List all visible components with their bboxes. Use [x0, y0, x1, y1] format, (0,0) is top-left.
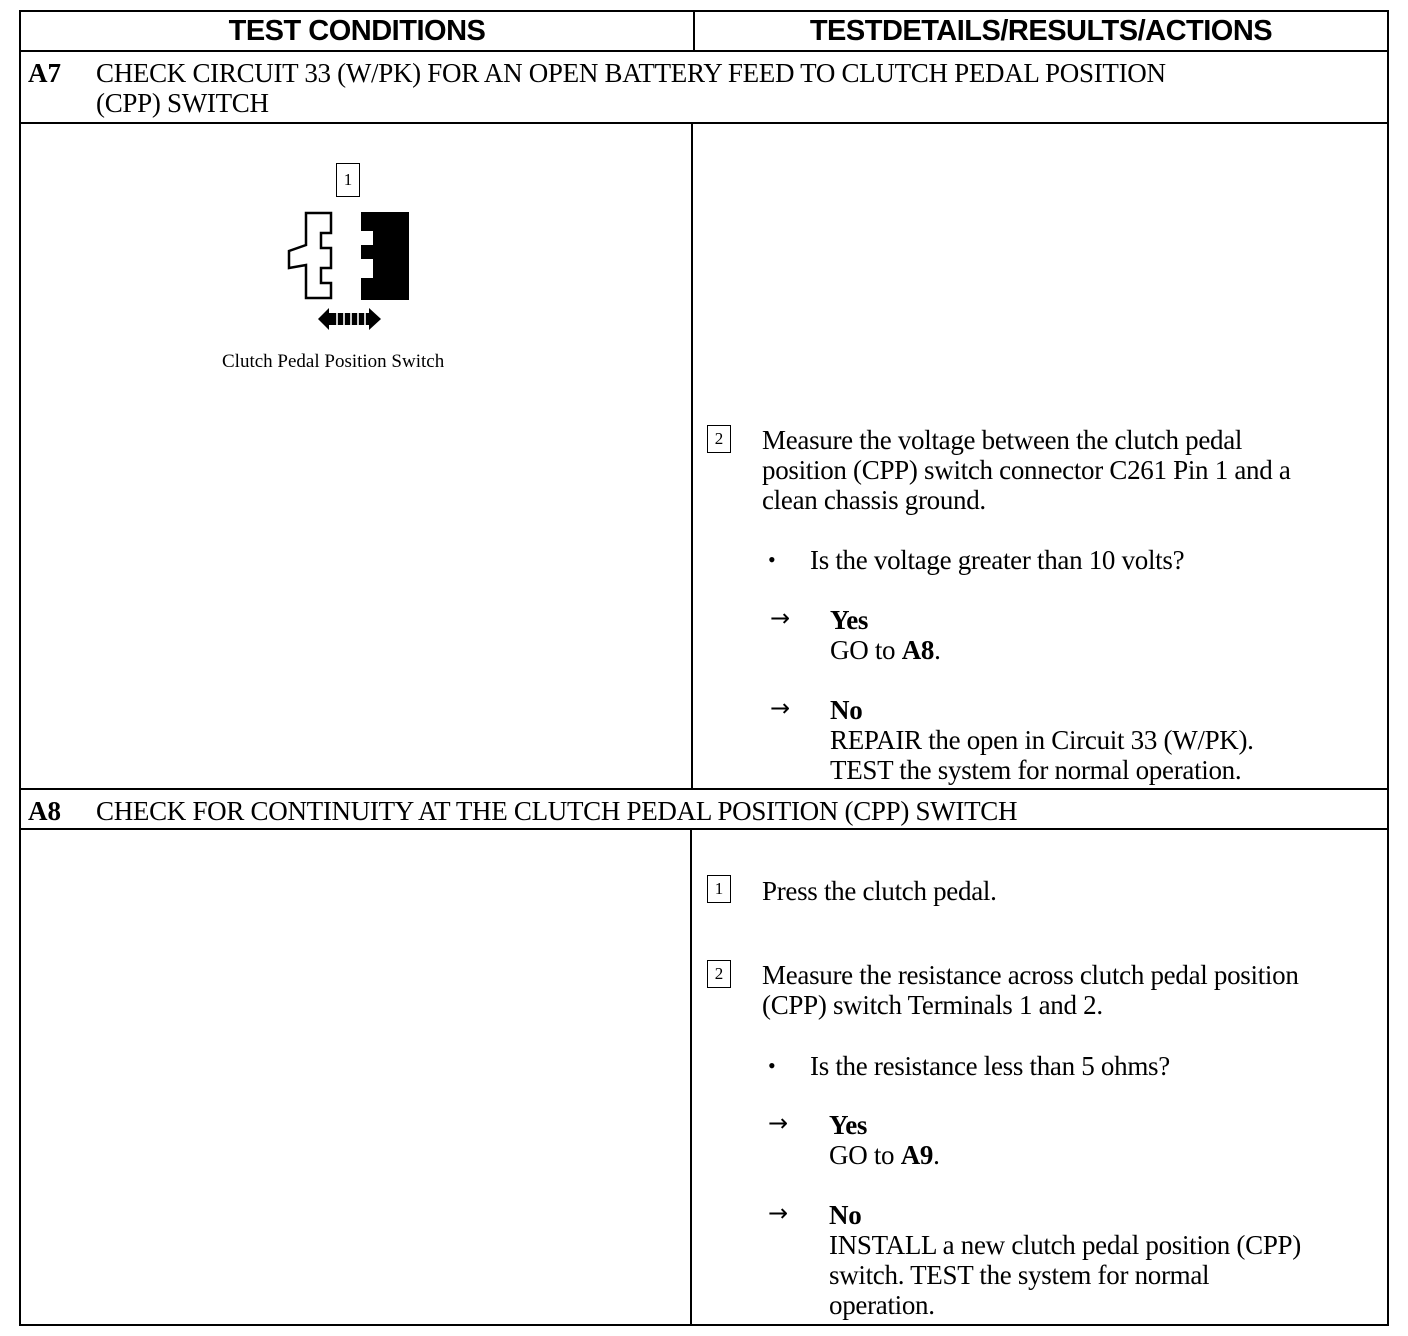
a7-yes-action-ref: A8	[901, 635, 935, 665]
a8-yes-action-suffix: .	[933, 1140, 940, 1170]
a7-yes-action-suffix: .	[934, 635, 941, 665]
a8-step1-text: Press the clutch pedal.	[762, 876, 997, 906]
a7-question: Is the voltage greater than 10 volts?	[810, 545, 1185, 575]
a7-step-title-line1: CHECK CIRCUIT 33 (W/PK) FOR AN OPEN BATTERY FEED TO CLUTCH PEDAL POSITION	[96, 58, 1166, 88]
a8-step2-line1: Measure the resistance across clutch pedal position	[762, 960, 1299, 990]
a7-no-arrow-icon: →	[770, 694, 791, 722]
a7-step-title-line2: (CPP) SWITCH	[96, 88, 269, 118]
connector-disconnect-icon	[283, 205, 413, 335]
a8-no-action-line3: operation.	[829, 1290, 935, 1320]
a7-title-bottom-rule	[19, 122, 1389, 124]
double-arrow-icon	[318, 308, 381, 330]
column-header-test-conditions: TEST CONDITIONS	[228, 15, 486, 47]
a8-yes-action-ref: A9	[900, 1140, 934, 1170]
a8-yes-action	[829, 1140, 940, 1170]
a7-column-divider	[691, 122, 693, 789]
a8-step2-marker: 2	[707, 960, 731, 988]
a7-step-id: A7	[28, 58, 61, 88]
a7-step2-marker: 2	[707, 425, 731, 453]
column-header-test-details: TESTDETAILS/RESULTS/ACTIONS	[809, 15, 1273, 47]
a8-yes-action-prefix: GO to	[829, 1140, 901, 1170]
a7-no-action-line1: REPAIR the open in Circuit 33 (W/PK).	[830, 725, 1254, 755]
a8-no-action-line2: switch. TEST the system for normal	[829, 1260, 1210, 1290]
a8-step2-line2: (CPP) switch Terminals 1 and 2.	[762, 990, 1103, 1020]
a8-question-bullet: •	[768, 1053, 776, 1078]
a7-no-label: No	[830, 695, 863, 725]
a8-no-label: No	[829, 1200, 862, 1230]
a7-yes-action-prefix: GO to	[830, 635, 902, 665]
a7-question-bullet: •	[768, 547, 776, 572]
a7-yes-arrow-icon: →	[770, 604, 791, 632]
a8-no-arrow-icon: →	[768, 1199, 789, 1227]
a7-step2-line3: clean chassis ground.	[762, 485, 986, 515]
a8-title-bottom-rule	[19, 828, 1389, 830]
connector-half-solid	[361, 212, 409, 300]
a7-no-action-line2: TEST the system for normal operation.	[830, 755, 1242, 785]
a7-yes-action	[830, 635, 941, 665]
a8-yes-label: Yes	[829, 1110, 868, 1140]
a8-question: Is the resistance less than 5 ohms?	[810, 1051, 1170, 1081]
diagram-caption: Clutch Pedal Position Switch	[222, 351, 445, 372]
diagram-step-marker: 1	[336, 163, 360, 197]
a8-column-divider	[690, 828, 692, 1326]
a8-title-top-rule	[19, 788, 1389, 790]
a7-step2-line1: Measure the voltage between the clutch pedal	[762, 425, 1243, 455]
a7-step2-line2: position (CPP) switch connector C261 Pin 1 and a	[762, 455, 1291, 485]
a8-step-title: CHECK FOR CONTINUITY AT THE CLUTCH PEDAL POSITION (CPP) SWITCH	[96, 796, 1018, 826]
a7-yes-label: Yes	[830, 605, 869, 635]
a8-step1-marker: 1	[707, 875, 731, 903]
a8-yes-arrow-icon: →	[768, 1109, 789, 1137]
procedure-table	[19, 10, 1389, 1326]
a8-step-id: A8	[28, 796, 61, 826]
a8-no-action-line1: INSTALL a new clutch pedal position (CPP)	[829, 1230, 1301, 1260]
connector-half-outline	[289, 213, 331, 298]
